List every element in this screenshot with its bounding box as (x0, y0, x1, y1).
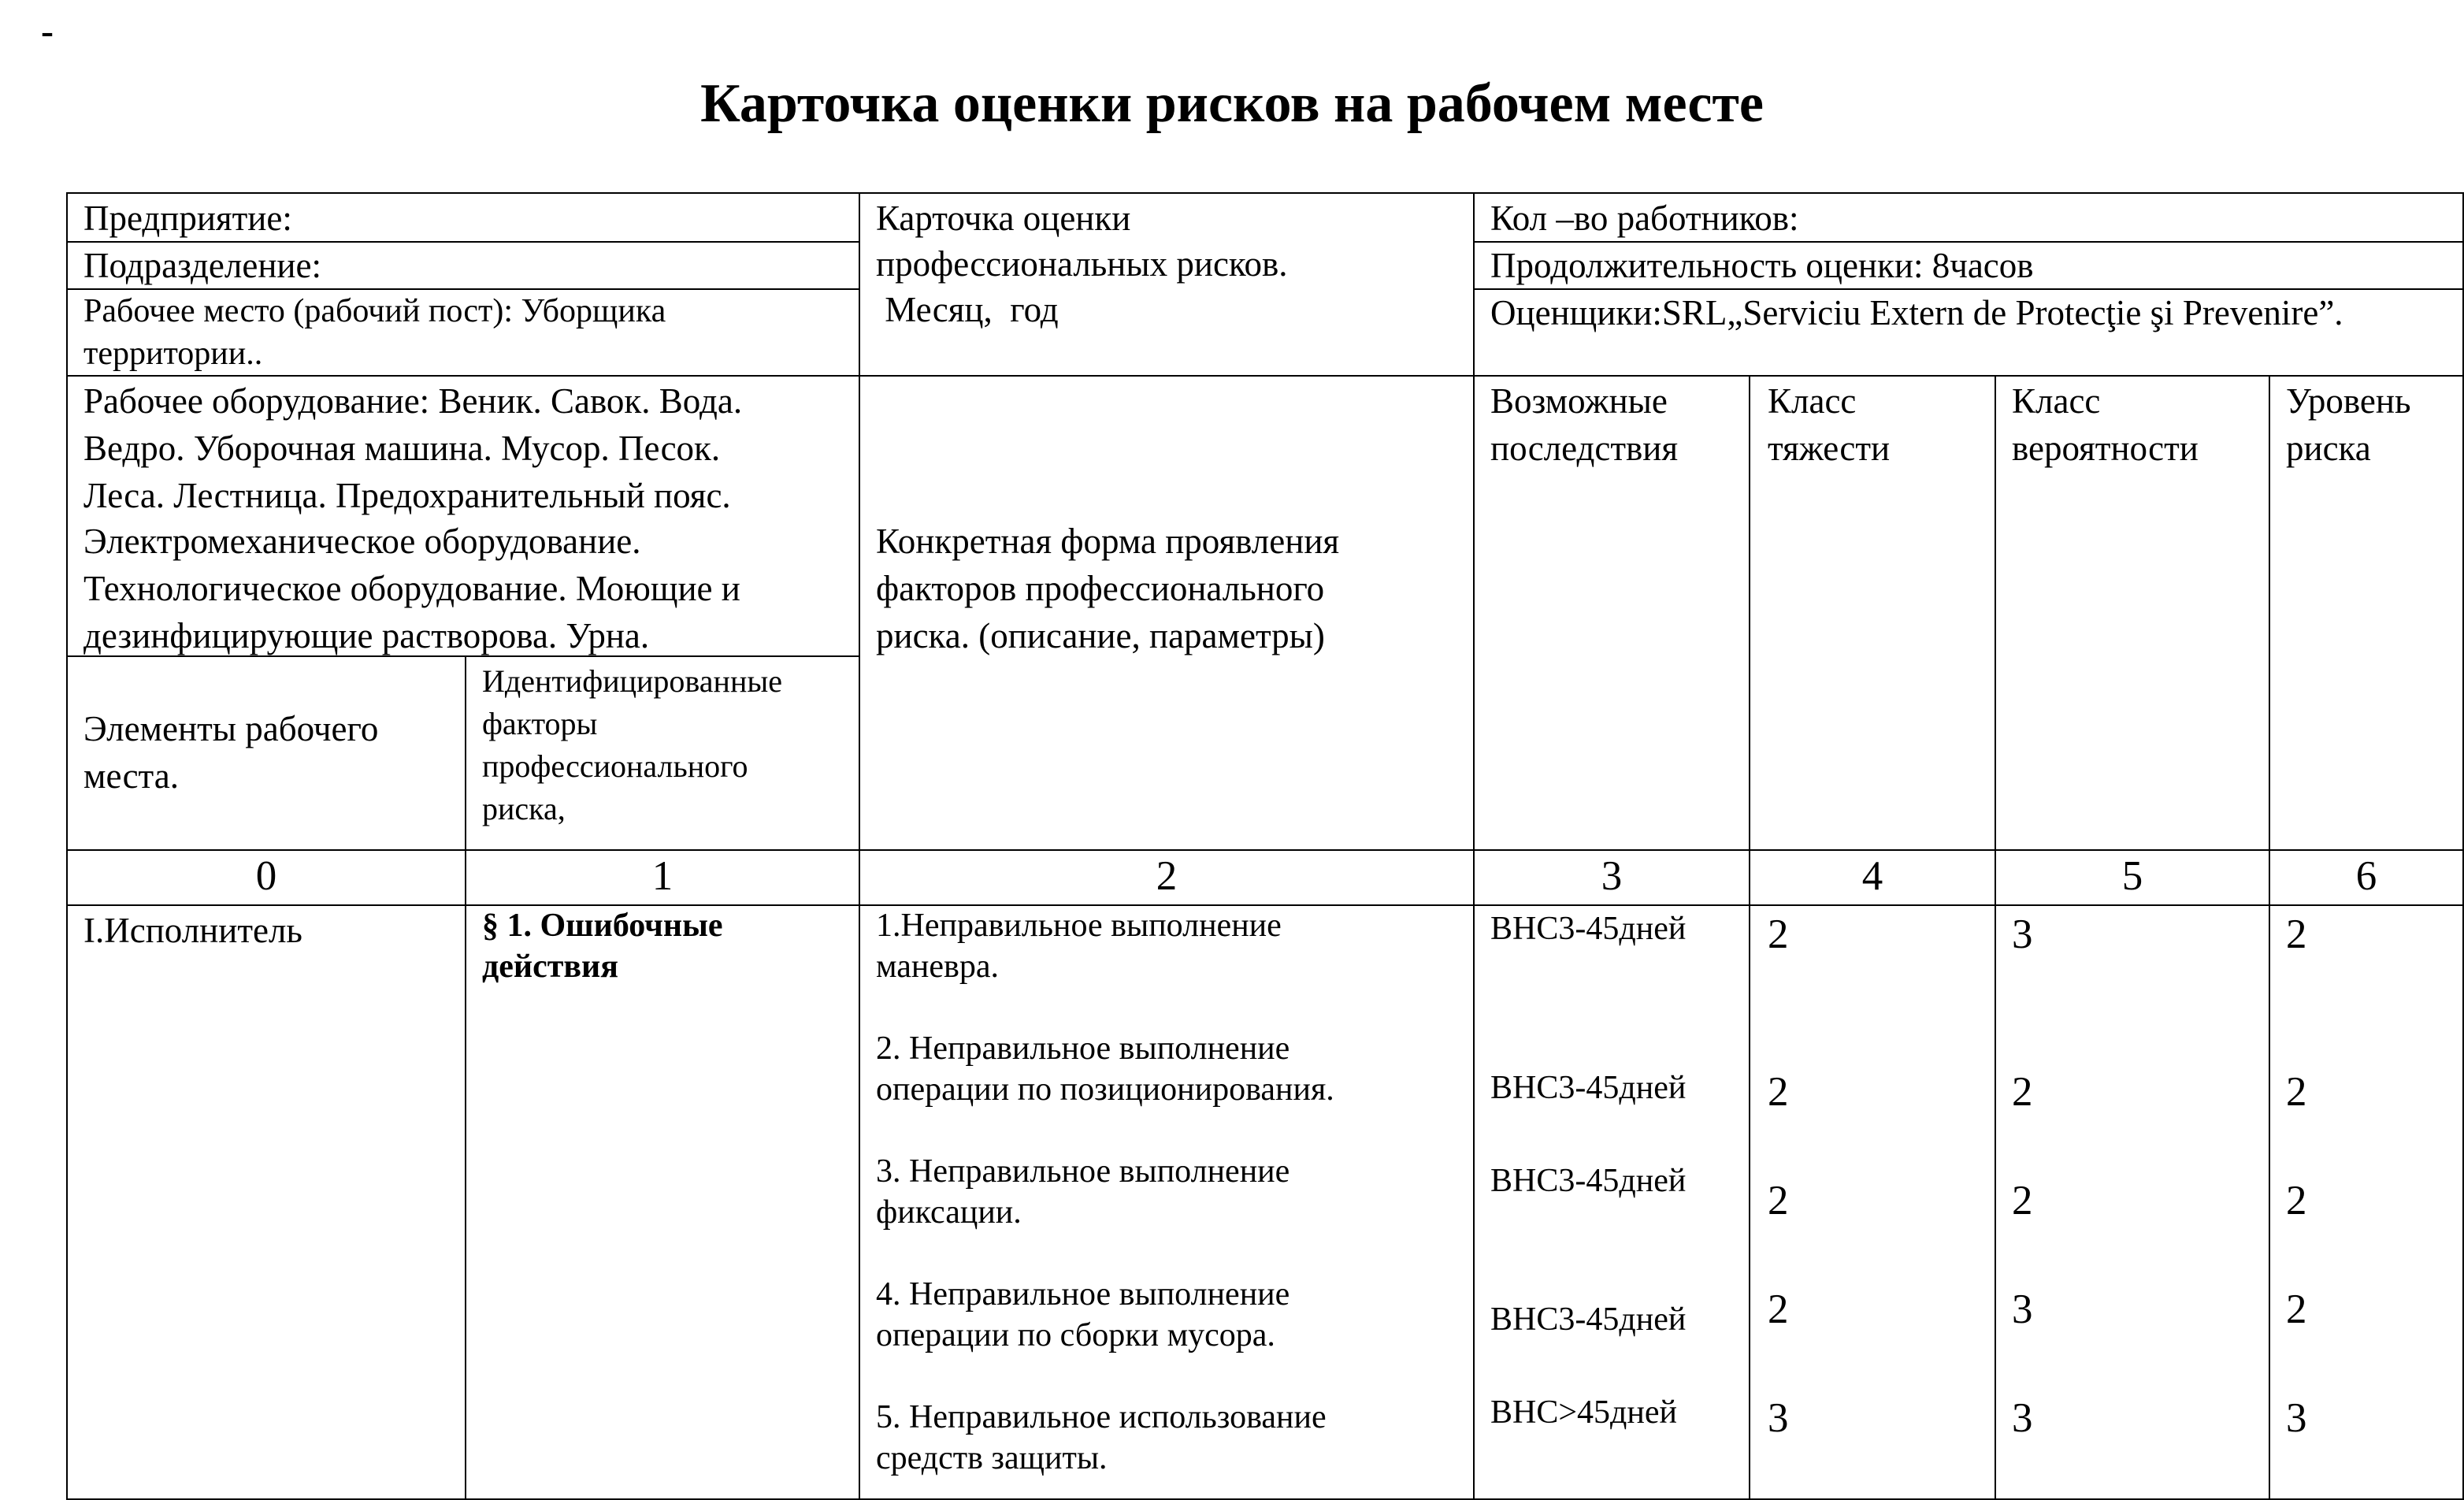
stray-dash: - (41, 10, 54, 52)
workers-count-label: Кол –во работников: (1490, 199, 1799, 238)
enterprise-label: Предприятие: (83, 199, 292, 238)
workplace-element: I.Исполнитель (83, 911, 302, 950)
workplace-label-cont: территории.. (83, 336, 263, 372)
card-title-line2: профессиональных рисков. (876, 244, 1288, 284)
document-title: Карточка оценки рисков на рабочем месте (700, 73, 1764, 134)
assessors: Оценщики:SRL„Serviciu Extern de Protecţie şi Prevenire”. (1490, 293, 2343, 332)
division-label: Подразделение: (83, 246, 321, 285)
card-title-line1: Карточка оценки (876, 199, 1131, 238)
card-month-year: Месяц, год (876, 290, 1059, 329)
assessment-duration: Продолжительность оценки: 8часов (1490, 246, 2034, 285)
workplace-label: Рабочее место (рабочий пост): Уборщика (83, 293, 666, 329)
